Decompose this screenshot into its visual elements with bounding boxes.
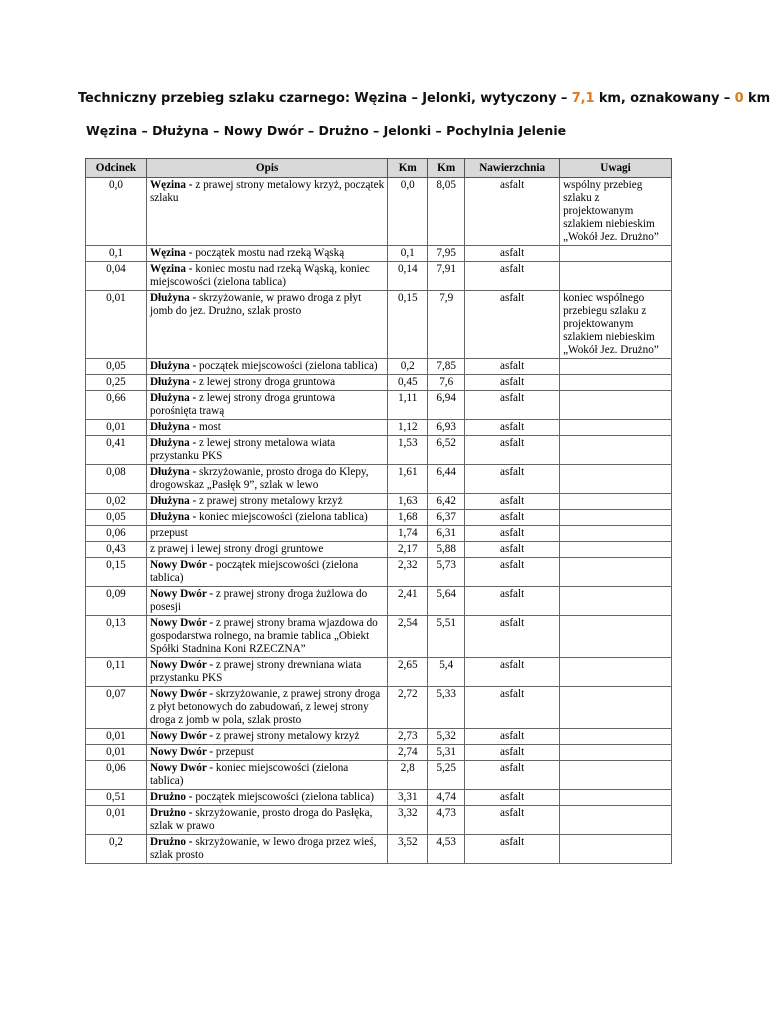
km-from-cell: 1,61 <box>388 465 428 494</box>
segment-distance-cell: 0,25 <box>86 375 147 391</box>
description-cell <box>146 420 387 436</box>
km-from-cell: 3,31 <box>388 790 428 806</box>
description-text: koniec miejscowości (zielona tablica) <box>149 762 349 787</box>
place-name: Drużno - <box>149 807 193 819</box>
notes-cell <box>560 616 672 658</box>
description-cell <box>146 761 387 790</box>
segment-distance-cell: 0,01 <box>86 291 147 359</box>
place-name: Dłużyna - <box>149 421 197 433</box>
title-mid: km, oznakowany – <box>594 91 735 106</box>
segment-distance-cell: 0,07 <box>86 687 147 729</box>
segment-distance-cell: 0,01 <box>86 806 147 835</box>
surface-cell: asfalt <box>465 178 560 246</box>
column-header-uwagi: Uwagi <box>560 159 672 178</box>
place-name: Dłużyna - <box>149 360 197 372</box>
description-cell <box>146 510 387 526</box>
segment-distance-cell: 0,11 <box>86 658 147 687</box>
segment-distance-cell: 0,13 <box>86 616 147 658</box>
description-text: początek miejscowości (zielona tablica) <box>196 360 378 372</box>
description-text: przepust <box>213 746 254 758</box>
column-header-opis: Opis <box>146 159 387 178</box>
segment-distance-cell: 0,43 <box>86 542 147 558</box>
km-to-cell: 7,91 <box>428 262 465 291</box>
table-body <box>86 178 672 864</box>
surface-cell: asfalt <box>465 729 560 745</box>
surface-cell: asfalt <box>465 835 560 864</box>
description-text: skrzyżowanie, prosto droga do Klepy, drogowskaz „Pasłęk 9”, szlak w lewo <box>149 466 369 491</box>
km-from-cell: 0,45 <box>388 375 428 391</box>
km-from-cell: 0,1 <box>388 246 428 262</box>
notes-cell <box>560 558 672 587</box>
km-from-cell: 0,2 <box>388 359 428 375</box>
km-from-cell: 1,12 <box>388 420 428 436</box>
km-to-cell: 4,73 <box>428 806 465 835</box>
km-to-cell: 7,95 <box>428 246 465 262</box>
table-row <box>86 542 672 558</box>
notes-cell <box>560 729 672 745</box>
notes-cell <box>560 687 672 729</box>
km-from-cell: 3,52 <box>388 835 428 864</box>
surface-cell: asfalt <box>465 494 560 510</box>
place-name: Dłużyna - <box>149 495 197 507</box>
place-name: Dłużyna - <box>149 511 197 523</box>
segment-distance-cell: 0,05 <box>86 359 147 375</box>
description-cell <box>146 494 387 510</box>
notes-cell <box>560 420 672 436</box>
surface-cell: asfalt <box>465 436 560 465</box>
table-row <box>86 616 672 658</box>
km-to-cell: 6,42 <box>428 494 465 510</box>
notes-cell <box>560 658 672 687</box>
place-name: Nowy Dwór - <box>149 762 214 774</box>
km-from-cell: 0,0 <box>388 178 428 246</box>
surface-cell: asfalt <box>465 558 560 587</box>
description-text: skrzyżowanie, z prawej strony droga z płyt betonowych do zabudowań, z lewej strony droga z jomb w pola, szlak prosto <box>149 688 381 726</box>
segment-distance-cell: 0,66 <box>86 391 147 420</box>
km-from-cell: 2,54 <box>388 616 428 658</box>
description-cell <box>146 262 387 291</box>
km-from-cell: 1,11 <box>388 391 428 420</box>
table-row <box>86 436 672 465</box>
surface-cell: asfalt <box>465 542 560 558</box>
notes-cell <box>560 542 672 558</box>
table-row <box>86 835 672 864</box>
km-from-cell: 2,65 <box>388 658 428 687</box>
description-text: most <box>196 421 221 433</box>
description-text: z prawej strony metalowy krzyż, początek szlaku <box>149 179 385 204</box>
notes-cell <box>560 391 672 420</box>
surface-cell: asfalt <box>465 687 560 729</box>
description-cell <box>146 729 387 745</box>
description-text: koniec miejscowości (zielona tablica) <box>196 511 368 523</box>
surface-cell: asfalt <box>465 790 560 806</box>
segment-distance-cell: 0,04 <box>86 262 147 291</box>
table-row <box>86 465 672 494</box>
description-text: koniec mostu nad rzeką Wąską, koniec miejscowości (zielona tablica) <box>149 263 370 288</box>
description-text: początek mostu nad rzeką Wąską <box>192 247 345 259</box>
place-name: Drużno - <box>149 836 193 848</box>
table-row <box>86 262 672 291</box>
segment-distance-cell: 0,06 <box>86 526 147 542</box>
segment-distance-cell: 0,08 <box>86 465 147 494</box>
description-text: początek miejscowości (zielona tablica) <box>149 559 359 584</box>
table-row <box>86 359 672 375</box>
km-to-cell: 5,4 <box>428 658 465 687</box>
notes-cell <box>560 510 672 526</box>
description-text: z lewej strony droga gruntowa <box>196 376 336 388</box>
segment-distance-cell: 0,1 <box>86 246 147 262</box>
table-row <box>86 291 672 359</box>
route-summary: Węzina – Dłużyna – Nowy Dwór – Drużno – Jelonki – Pochylnia Jelenie <box>86 123 567 138</box>
segment-distance-cell: 0,01 <box>86 745 147 761</box>
table-row <box>86 526 672 542</box>
table-row <box>86 729 672 745</box>
place-name: Drużno - <box>149 791 193 803</box>
description-cell <box>146 745 387 761</box>
segment-distance-cell: 0,01 <box>86 729 147 745</box>
notes-cell <box>560 806 672 835</box>
km-from-cell: 1,68 <box>388 510 428 526</box>
description-cell <box>146 806 387 835</box>
segment-distance-cell: 0,0 <box>86 178 147 246</box>
surface-cell: asfalt <box>465 291 560 359</box>
place-name: Dłużyna - <box>149 466 197 478</box>
description-text: z prawej strony droga żużlowa do posesji <box>149 588 368 613</box>
km-from-cell: 2,41 <box>388 587 428 616</box>
km-to-cell: 6,31 <box>428 526 465 542</box>
description-cell <box>146 436 387 465</box>
description-cell <box>146 178 387 246</box>
surface-cell: asfalt <box>465 526 560 542</box>
description-cell <box>146 587 387 616</box>
place-name: Nowy Dwór - <box>149 588 214 600</box>
place-name: Nowy Dwór - <box>149 730 214 742</box>
notes-cell <box>560 359 672 375</box>
km-to-cell: 4,53 <box>428 835 465 864</box>
notes-cell <box>560 835 672 864</box>
column-header-nawierzchnia: Nawierzchnia <box>465 159 560 178</box>
km-to-cell: 6,94 <box>428 391 465 420</box>
place-name: Dłużyna - <box>149 392 197 404</box>
km-from-cell: 2,72 <box>388 687 428 729</box>
description-text: skrzyżowanie, w lewo droga przez wieś, szlak prosto <box>149 836 377 861</box>
length-marked-out: 7,1 <box>571 91 595 106</box>
description-cell <box>146 391 387 420</box>
km-from-cell: 2,32 <box>388 558 428 587</box>
place-name: Węzina - <box>149 179 193 191</box>
description-cell <box>146 465 387 494</box>
km-to-cell: 8,05 <box>428 178 465 246</box>
description-cell <box>146 616 387 658</box>
table-row <box>86 178 672 246</box>
place-name: Dłużyna - <box>149 292 197 304</box>
km-to-cell: 4,74 <box>428 790 465 806</box>
table-row <box>86 558 672 587</box>
km-to-cell: 6,37 <box>428 510 465 526</box>
km-to-cell: 5,88 <box>428 542 465 558</box>
table-row <box>86 587 672 616</box>
table-row <box>86 761 672 790</box>
table-row <box>86 391 672 420</box>
segment-distance-cell: 0,41 <box>86 436 147 465</box>
surface-cell: asfalt <box>465 359 560 375</box>
description-cell <box>146 291 387 359</box>
description-cell <box>146 658 387 687</box>
km-from-cell: 3,32 <box>388 806 428 835</box>
notes-cell <box>560 587 672 616</box>
segment-distance-cell: 0,05 <box>86 510 147 526</box>
description-text: z lewej strony droga gruntowa porośnięta trawą <box>149 392 336 417</box>
table-row <box>86 494 672 510</box>
description-cell <box>146 687 387 729</box>
description-text: przepust <box>149 527 188 539</box>
place-name: Dłużyna - <box>149 437 197 449</box>
surface-cell: asfalt <box>465 806 560 835</box>
km-from-cell: 1,63 <box>388 494 428 510</box>
surface-cell: asfalt <box>465 761 560 790</box>
notes-cell <box>560 526 672 542</box>
description-cell <box>146 558 387 587</box>
km-to-cell: 6,93 <box>428 420 465 436</box>
km-from-cell: 2,73 <box>388 729 428 745</box>
segment-distance-cell: 0,09 <box>86 587 147 616</box>
length-signposted: 0 <box>734 91 744 106</box>
description-text: z prawej strony brama wjazdowa do gospodarstwa rolnego, na bramie tablica „Obiekt Spółki Stadnina Koni RZECZNA” <box>149 617 378 655</box>
table-row <box>86 658 672 687</box>
notes-cell <box>560 246 672 262</box>
place-name: Nowy Dwór - <box>149 659 214 671</box>
km-to-cell: 5,25 <box>428 761 465 790</box>
place-name: Nowy Dwór - <box>149 746 214 758</box>
notes-cell: wspólny przebieg szlaku z projektowanym szlakiem niebieskim „Wokół Jez. Drużno” <box>560 178 672 246</box>
description-cell <box>146 375 387 391</box>
km-from-cell: 1,53 <box>388 436 428 465</box>
trail-table <box>85 158 672 864</box>
km-to-cell: 7,9 <box>428 291 465 359</box>
km-to-cell: 5,64 <box>428 587 465 616</box>
surface-cell: asfalt <box>465 587 560 616</box>
km-to-cell: 5,31 <box>428 745 465 761</box>
km-to-cell: 6,52 <box>428 436 465 465</box>
segment-distance-cell: 0,51 <box>86 790 147 806</box>
place-name: Nowy Dwór - <box>149 559 214 571</box>
km-to-cell: 5,33 <box>428 687 465 729</box>
table-row <box>86 375 672 391</box>
description-text: z lewej strony metalowa wiata przystanku PKS <box>149 437 336 462</box>
surface-cell: asfalt <box>465 745 560 761</box>
notes-cell <box>560 790 672 806</box>
surface-cell: asfalt <box>465 420 560 436</box>
place-name: Węzina - <box>149 263 193 275</box>
notes-cell <box>560 745 672 761</box>
km-from-cell: 0,14 <box>388 262 428 291</box>
km-from-cell: 2,17 <box>388 542 428 558</box>
description-text: skrzyżowanie, prosto droga do Pasłęka, szlak w prawo <box>149 807 373 832</box>
surface-cell: asfalt <box>465 262 560 291</box>
description-cell <box>146 790 387 806</box>
place-name: Nowy Dwór - <box>149 617 214 629</box>
km-from-cell: 2,8 <box>388 761 428 790</box>
segment-distance-cell: 0,2 <box>86 835 147 864</box>
description-text: z prawej strony metalowy krzyż <box>213 730 360 742</box>
table-header-row <box>86 159 672 178</box>
segment-distance-cell: 0,01 <box>86 420 147 436</box>
notes-cell <box>560 465 672 494</box>
km-from-cell: 2,74 <box>388 745 428 761</box>
km-to-cell: 7,6 <box>428 375 465 391</box>
km-to-cell: 5,32 <box>428 729 465 745</box>
km-to-cell: 7,85 <box>428 359 465 375</box>
description-cell <box>146 246 387 262</box>
km-from-cell: 1,74 <box>388 526 428 542</box>
notes-cell <box>560 761 672 790</box>
description-text: skrzyżowanie, w prawo droga z płyt jomb do jez. Drużno, szlak prosto <box>149 292 362 317</box>
place-name: Dłużyna - <box>149 376 197 388</box>
column-header-km-from: Km <box>388 159 428 178</box>
table-row <box>86 246 672 262</box>
description-cell <box>146 542 387 558</box>
title-suffix: km <box>743 91 770 106</box>
document-title <box>78 91 770 106</box>
description-text: z prawej strony drewniana wiata przystanku PKS <box>149 659 362 684</box>
table-row <box>86 420 672 436</box>
surface-cell: asfalt <box>465 658 560 687</box>
notes-cell: koniec wspólnego przebiegu szlaku z projektowanym szlakiem niebieskim „Wokół Jez. Drużno” <box>560 291 672 359</box>
table-row <box>86 790 672 806</box>
table-row <box>86 806 672 835</box>
surface-cell: asfalt <box>465 616 560 658</box>
column-header-odcinek: Odcinek <box>86 159 147 178</box>
table-row <box>86 510 672 526</box>
notes-cell <box>560 375 672 391</box>
notes-cell <box>560 262 672 291</box>
column-header-km-to: Km <box>428 159 465 178</box>
surface-cell: asfalt <box>465 246 560 262</box>
surface-cell: asfalt <box>465 465 560 494</box>
segment-distance-cell: 0,15 <box>86 558 147 587</box>
surface-cell: asfalt <box>465 391 560 420</box>
table-row <box>86 745 672 761</box>
place-name: Nowy Dwór - <box>149 688 214 700</box>
surface-cell: asfalt <box>465 375 560 391</box>
km-to-cell: 5,73 <box>428 558 465 587</box>
description-text: z prawej strony metalowy krzyż <box>196 495 343 507</box>
place-name: Węzina - <box>149 247 193 259</box>
segment-distance-cell: 0,06 <box>86 761 147 790</box>
description-text: z prawej i lewej strony drogi gruntowe <box>149 543 324 555</box>
km-to-cell: 5,51 <box>428 616 465 658</box>
table-row <box>86 687 672 729</box>
km-from-cell: 0,15 <box>388 291 428 359</box>
surface-cell: asfalt <box>465 510 560 526</box>
km-to-cell: 6,44 <box>428 465 465 494</box>
description-cell <box>146 526 387 542</box>
notes-cell <box>560 494 672 510</box>
notes-cell <box>560 436 672 465</box>
description-text: początek miejscowości (zielona tablica) <box>192 791 374 803</box>
title-prefix: Techniczny przebieg szlaku czarnego: Węzina – Jelonki, wytyczony – <box>78 91 572 106</box>
segment-distance-cell: 0,02 <box>86 494 147 510</box>
description-cell <box>146 359 387 375</box>
description-cell <box>146 835 387 864</box>
